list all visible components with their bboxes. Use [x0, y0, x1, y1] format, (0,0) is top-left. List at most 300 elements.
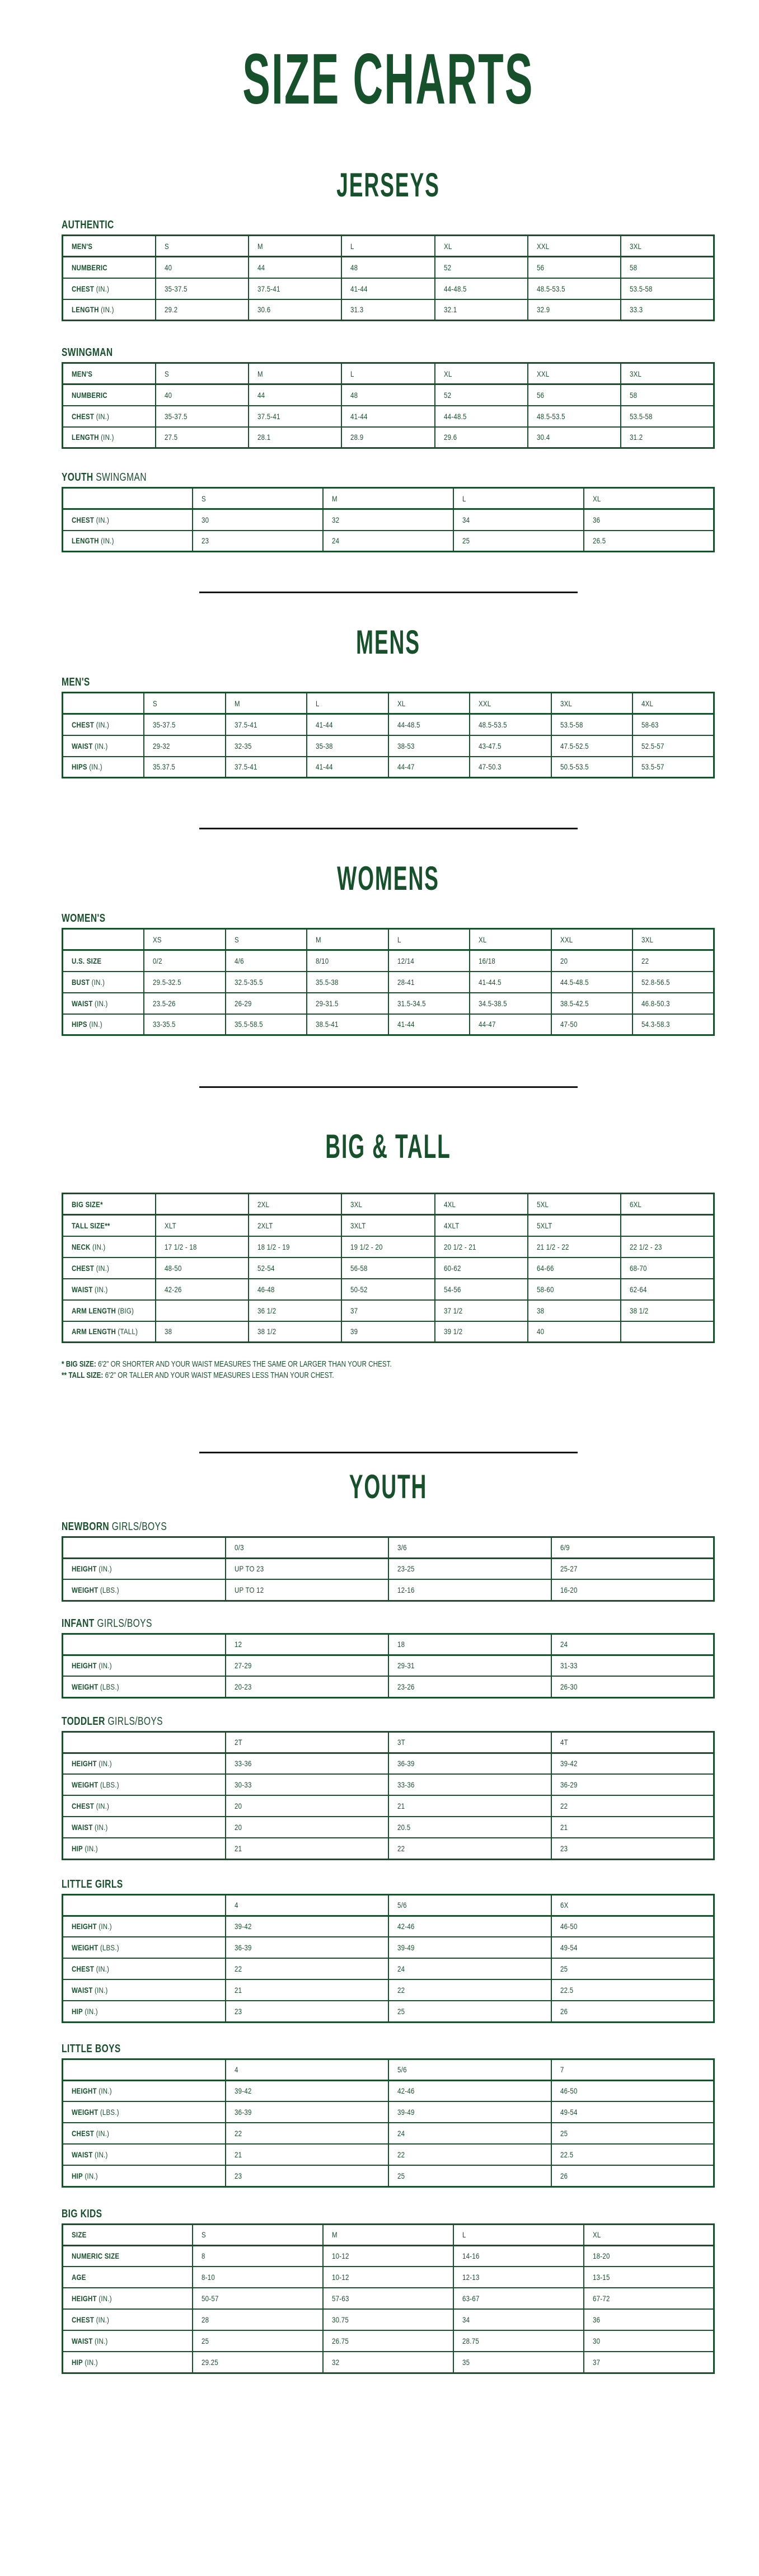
- value-cell: 42-46: [388, 1916, 551, 1937]
- table-label-rest: GIRLS/BOYS: [97, 1617, 152, 1630]
- table-label-bold: WOMEN'S: [62, 912, 106, 925]
- row-label-cell: WAIST (IN.): [63, 1817, 226, 1838]
- row-label-cell: CHEST (IN.): [63, 278, 156, 299]
- value-cell: 37.5-41: [249, 278, 341, 299]
- section-heading-womens: WOMENS: [337, 860, 439, 897]
- value-cell: L: [307, 693, 388, 714]
- mens-table-host: [62, 692, 715, 778]
- section-heading-big-and-tall: BIG & TALL: [325, 1128, 451, 1165]
- table-row: [63, 2165, 714, 2186]
- value-cell: 35-37.5: [144, 714, 226, 735]
- table-label-rest: SWINGMAN: [96, 471, 147, 484]
- value-cell: 40: [156, 384, 249, 406]
- value-cell: 25-27: [551, 1558, 714, 1579]
- value-cell: XL: [470, 929, 551, 950]
- value-cell: 26-30: [551, 1676, 714, 1697]
- value-cell: 22.5: [551, 2144, 714, 2165]
- mens-table: [62, 692, 715, 778]
- table-label-bold: YOUTH: [62, 471, 93, 484]
- value-cell: 22: [388, 1979, 551, 2001]
- value-cell: 24: [388, 1958, 551, 1979]
- section-mens: [62, 623, 715, 778]
- value-cell: 42-46: [388, 2080, 551, 2101]
- big-kids-table: [62, 2223, 715, 2374]
- row-label-cell: WAIST (IN.): [63, 735, 144, 757]
- value-cell: 32-35: [226, 735, 307, 757]
- value-cell: 48: [341, 384, 434, 406]
- value-cell: 39-42: [226, 2080, 388, 2101]
- value-cell: 20-23: [226, 1676, 388, 1697]
- value-cell: 0/2: [144, 950, 226, 972]
- value-cell: 35.5-58.5: [226, 1014, 307, 1035]
- value-cell: 39 1/2: [435, 1321, 528, 1343]
- value-cell: 58-63: [632, 714, 714, 735]
- value-cell: 39-42: [551, 1753, 714, 1774]
- value-cell: 8-10: [193, 2267, 323, 2288]
- little-girls-table-host: [62, 1894, 715, 2023]
- table-label-authentic: [62, 219, 715, 231]
- value-cell: 5/6: [388, 2059, 551, 2080]
- value-cell: [621, 1215, 714, 1236]
- value-cell: 5/6: [388, 1894, 551, 1916]
- table-row: [63, 2288, 714, 2309]
- value-cell: 31.3: [341, 299, 434, 321]
- value-cell: 34: [453, 509, 584, 531]
- table-row: [63, 757, 714, 778]
- value-cell: M: [323, 488, 453, 509]
- value-cell: 52.8-56.5: [632, 972, 714, 993]
- value-cell: L: [453, 488, 584, 509]
- value-cell: 44.5-48.5: [551, 972, 633, 993]
- table-row: [63, 1300, 714, 1321]
- table-label-bold: SWINGMAN: [62, 346, 113, 359]
- value-cell: 46-50: [551, 2080, 714, 2101]
- value-cell: 20 1/2 - 21: [435, 1236, 528, 1257]
- value-cell: XL: [388, 693, 470, 714]
- value-cell: 56: [528, 257, 621, 278]
- value-cell: 46.8-50.3: [632, 993, 714, 1014]
- value-cell: 47-50: [551, 1014, 633, 1035]
- value-cell: 40: [156, 257, 249, 278]
- value-cell: 35.5-38: [307, 972, 388, 993]
- value-cell: 29.25: [193, 2352, 323, 2373]
- value-cell: 44-47: [470, 1014, 551, 1035]
- value-cell: 21: [226, 1979, 388, 2001]
- value-cell: 52.5-57: [632, 735, 714, 757]
- infant-table-host: [62, 1633, 715, 1698]
- value-cell: 41-44: [307, 757, 388, 778]
- value-cell: 31-33: [551, 1655, 714, 1676]
- value-cell: 33-36: [226, 1753, 388, 1774]
- value-cell: 33-35.5: [144, 1014, 226, 1035]
- value-cell: 26-29: [226, 993, 307, 1014]
- table-label-infant: [62, 1617, 715, 1630]
- value-cell: XL: [435, 236, 528, 257]
- value-cell: 2XL: [249, 1194, 341, 1215]
- authentic-table: [62, 234, 715, 321]
- table-label-mens: [62, 676, 715, 688]
- row-label-cell: HEIGHT (IN.): [63, 2080, 226, 2101]
- table-row: [63, 950, 714, 972]
- table-row: [63, 2352, 714, 2373]
- value-cell: 62-64: [621, 1279, 714, 1300]
- value-cell: 22.5: [551, 1979, 714, 2001]
- value-cell: 21 1/2 - 22: [528, 1236, 621, 1257]
- section-divider: [199, 1086, 578, 1088]
- table-row: [63, 1537, 714, 1558]
- value-cell: 3XLT: [341, 1215, 434, 1236]
- value-cell: 54.3-58.3: [632, 1014, 714, 1035]
- section-big-and-tall: [62, 1130, 715, 1382]
- value-cell: 10-12: [323, 2267, 453, 2288]
- row-label-cell: CHEST (IN.): [63, 1795, 226, 1817]
- table-row: [63, 2224, 714, 2245]
- value-cell: 21: [388, 1795, 551, 1817]
- value-cell: 44-47: [388, 757, 470, 778]
- row-label-cell: WAIST (IN.): [63, 993, 144, 1014]
- row-label-cell: HEIGHT (IN.): [63, 1558, 226, 1579]
- value-cell: 32.1: [435, 299, 528, 321]
- row-label-cell: [63, 929, 144, 950]
- value-cell: 7: [551, 2059, 714, 2080]
- value-cell: 22: [226, 1958, 388, 1979]
- value-cell: S: [156, 363, 249, 384]
- value-cell: 16-20: [551, 1579, 714, 1601]
- value-cell: 25: [551, 1958, 714, 1979]
- womens-table-host: [62, 928, 715, 1036]
- section-womens: [62, 862, 715, 1036]
- value-cell: 53.5-58: [551, 714, 633, 735]
- value-cell: 4: [226, 2059, 388, 2080]
- table-row: [63, 1916, 714, 1937]
- table-row: [63, 1676, 714, 1697]
- row-label-cell: HIP (IN.): [63, 2165, 226, 2186]
- value-cell: 29.2: [156, 299, 249, 321]
- table-row: [63, 2330, 714, 2352]
- row-label-cell: NECK (IN.): [63, 1236, 156, 1257]
- value-cell: 3XL: [621, 236, 714, 257]
- value-cell: 30.6: [249, 299, 341, 321]
- value-cell: 63-67: [453, 2288, 584, 2309]
- value-cell: 52: [435, 384, 528, 406]
- value-cell: 58: [621, 257, 714, 278]
- value-cell: 3XL: [621, 363, 714, 384]
- value-cell: 29-32: [144, 735, 226, 757]
- value-cell: 39-49: [388, 2101, 551, 2123]
- table-row: [63, 2144, 714, 2165]
- row-label-cell: AGE: [63, 2267, 193, 2288]
- table-row: [63, 488, 714, 509]
- table-row: [63, 1894, 714, 1916]
- table-label-bold: INFANT: [62, 1617, 95, 1630]
- value-cell: 32: [323, 509, 453, 531]
- value-cell: 33.3: [621, 299, 714, 321]
- value-cell: 47-50.3: [470, 757, 551, 778]
- big-and-tall-table-host: [62, 1193, 715, 1343]
- row-label-cell: TALL SIZE**: [63, 1215, 156, 1236]
- value-cell: XL: [435, 363, 528, 384]
- value-cell: 43-47.5: [470, 735, 551, 757]
- value-cell: 8/10: [307, 950, 388, 972]
- section-youth: [62, 1467, 715, 2374]
- value-cell: 36-39: [388, 1753, 551, 1774]
- value-cell: 25: [193, 2330, 323, 2352]
- table-row: [63, 735, 714, 757]
- value-cell: 12/14: [388, 950, 470, 972]
- row-label-cell: HEIGHT (IN.): [63, 1916, 226, 1937]
- value-cell: 41-44.5: [470, 972, 551, 993]
- value-cell: 4XL: [632, 693, 714, 714]
- table-row: [63, 1215, 714, 1236]
- value-cell: 23: [551, 1838, 714, 1859]
- value-cell: 17 1/2 - 18: [156, 1236, 249, 1257]
- section-jerseys: [62, 168, 715, 552]
- value-cell: 0/3: [226, 1537, 388, 1558]
- row-label-cell: HIP (IN.): [63, 1838, 226, 1859]
- value-cell: 35.37.5: [144, 757, 226, 778]
- value-cell: 48.5-53.5: [528, 406, 621, 427]
- table-label-bold: BIG KIDS: [62, 2207, 102, 2220]
- table-row: [63, 427, 714, 448]
- value-cell: 44: [249, 384, 341, 406]
- section-divider: [199, 592, 578, 593]
- value-cell: 52-54: [249, 1257, 341, 1279]
- value-cell: 4XL: [435, 1194, 528, 1215]
- table-label-rest: GIRLS/BOYS: [111, 1520, 167, 1533]
- value-cell: 41-44: [388, 1014, 470, 1035]
- big-tall-footnotes: [62, 1359, 715, 1382]
- value-cell: [156, 1300, 249, 1321]
- table-row: [63, 2123, 714, 2144]
- value-cell: XXL: [528, 363, 621, 384]
- table-row: [63, 714, 714, 735]
- value-cell: 2XLT: [249, 1215, 341, 1236]
- table-label-little-girls: [62, 1878, 715, 1890]
- table-row: [63, 406, 714, 427]
- value-cell: 18: [388, 1634, 551, 1655]
- table-row: [63, 1014, 714, 1035]
- table-row: [63, 1795, 714, 1817]
- table-row: [63, 1655, 714, 1676]
- value-cell: 30.75: [323, 2309, 453, 2330]
- row-label-cell: CHEST (IN.): [63, 1958, 226, 1979]
- table-row: [63, 509, 714, 531]
- value-cell: S: [193, 488, 323, 509]
- value-cell: 23: [226, 2165, 388, 2186]
- value-cell: 46-50: [551, 1916, 714, 1937]
- value-cell: 37: [584, 2352, 714, 2373]
- row-label-cell: CHEST (IN.): [63, 509, 193, 531]
- value-cell: 28.9: [341, 427, 434, 448]
- footnote-label: ** TALL SIZE:: [62, 1371, 104, 1381]
- value-cell: 41-44: [341, 406, 434, 427]
- row-label-cell: WAIST (IN.): [63, 1979, 226, 2001]
- footnote-text: 6'2" OR SHORTER AND YOUR WAIST MEASURES THE SAME OR LARGER THAN YOUR CHEST.: [98, 1359, 392, 1369]
- value-cell: 47.5-52.5: [551, 735, 633, 757]
- row-label-cell: WEIGHT (LBS.): [63, 1937, 226, 1958]
- value-cell: L: [341, 363, 434, 384]
- value-cell: 14-16: [453, 2245, 584, 2267]
- table-row: [63, 1732, 714, 1753]
- value-cell: M: [226, 693, 307, 714]
- section-divider: [199, 1452, 578, 1453]
- value-cell: 36 1/2: [249, 1300, 341, 1321]
- big-kids-table-host: [62, 2223, 715, 2374]
- row-label-cell: ARM LENGTH (TALL): [63, 1321, 156, 1343]
- value-cell: L: [341, 236, 434, 257]
- row-label-cell: ARM LENGTH (BIG): [63, 1300, 156, 1321]
- value-cell: 37: [341, 1300, 434, 1321]
- table-row: [63, 384, 714, 406]
- value-cell: 10-12: [323, 2245, 453, 2267]
- value-cell: 12-13: [453, 2267, 584, 2288]
- value-cell: 30-33: [226, 1774, 388, 1795]
- row-label-cell: LENGTH (IN.): [63, 299, 156, 321]
- row-label-cell: BIG SIZE*: [63, 1194, 156, 1215]
- value-cell: 50-52: [341, 1279, 434, 1300]
- value-cell: 29-31.5: [307, 993, 388, 1014]
- value-cell: XXL: [528, 236, 621, 257]
- table-label-bold: AUTHENTIC: [62, 219, 114, 231]
- value-cell: L: [453, 2224, 584, 2245]
- row-label-cell: BUST (IN.): [63, 972, 144, 993]
- value-cell: M: [249, 236, 341, 257]
- value-cell: 44: [249, 257, 341, 278]
- value-cell: 18-20: [584, 2245, 714, 2267]
- table-row: [63, 2080, 714, 2101]
- section-heading-youth: YOUTH: [349, 1467, 428, 1505]
- value-cell: 36-39: [226, 1937, 388, 1958]
- value-cell: 68-70: [621, 1257, 714, 1279]
- table-row: [63, 1979, 714, 2001]
- table-label-bold: TODDLER: [62, 1715, 105, 1728]
- value-cell: [156, 1194, 249, 1215]
- row-label-cell: HIPS (IN.): [63, 1014, 144, 1035]
- value-cell: 27.5: [156, 427, 249, 448]
- footnote-big-size: [62, 1359, 715, 1370]
- value-cell: M: [323, 2224, 453, 2245]
- value-cell: 25: [388, 2001, 551, 2022]
- value-cell: XL: [584, 2224, 714, 2245]
- row-label-cell: [63, 1537, 226, 1558]
- row-label-cell: HIP (IN.): [63, 2352, 193, 2373]
- value-cell: 48-50: [156, 1257, 249, 1279]
- row-label-cell: [63, 1894, 226, 1916]
- value-cell: 35-37.5: [156, 406, 249, 427]
- table-row: [63, 2245, 714, 2267]
- footnote-tall-size: [62, 1370, 715, 1381]
- value-cell: 56: [528, 384, 621, 406]
- value-cell: 24: [551, 1634, 714, 1655]
- value-cell: 53.5-58: [621, 278, 714, 299]
- value-cell: 32.9: [528, 299, 621, 321]
- row-label-cell: [63, 1732, 226, 1753]
- table-row: [63, 1194, 714, 1215]
- table-row: [63, 972, 714, 993]
- value-cell: 35-37.5: [156, 278, 249, 299]
- value-cell: 3XL: [632, 929, 714, 950]
- footnote-text: 6'2" OR TALLER AND YOUR WAIST MEASURES LESS THAN YOUR CHEST.: [105, 1371, 334, 1381]
- value-cell: 46-48: [249, 1279, 341, 1300]
- value-cell: 50-57: [193, 2288, 323, 2309]
- value-cell: 38-53: [388, 735, 470, 757]
- value-cell: XS: [144, 929, 226, 950]
- value-cell: 20: [551, 950, 633, 972]
- table-row: [63, 1257, 714, 1279]
- value-cell: M: [307, 929, 388, 950]
- value-cell: 37.5-41: [226, 714, 307, 735]
- value-cell: 29-31: [388, 1655, 551, 1676]
- little-boys-table: [62, 2058, 715, 2188]
- value-cell: 20: [226, 1817, 388, 1838]
- value-cell: 4: [226, 1894, 388, 1916]
- value-cell: 38: [156, 1321, 249, 1343]
- table-label-rest: GIRLS/BOYS: [107, 1715, 163, 1728]
- table-row: [63, 1958, 714, 1979]
- value-cell: 28-41: [388, 972, 470, 993]
- value-cell: 54-56: [435, 1279, 528, 1300]
- value-cell: 25: [388, 2165, 551, 2186]
- value-cell: 20.5: [388, 1817, 551, 1838]
- table-row: [63, 363, 714, 384]
- table-label-little-boys: [62, 2043, 715, 2055]
- value-cell: 36-39: [226, 2101, 388, 2123]
- value-cell: 18 1/2 - 19: [249, 1236, 341, 1257]
- row-label-cell: NUMBERIC: [63, 384, 156, 406]
- table-row: [63, 993, 714, 1014]
- table-label-toddler: [62, 1715, 715, 1728]
- value-cell: 3/6: [388, 1537, 551, 1558]
- value-cell: 37.5-41: [226, 757, 307, 778]
- table-row: [63, 929, 714, 950]
- value-cell: M: [249, 363, 341, 384]
- value-cell: 67-72: [584, 2288, 714, 2309]
- row-label-cell: SIZE: [63, 2224, 193, 2245]
- value-cell: 28.75: [453, 2330, 584, 2352]
- row-label-cell: [63, 1634, 226, 1655]
- value-cell: 22: [226, 2123, 388, 2144]
- value-cell: 12: [226, 1634, 388, 1655]
- value-cell: 20: [226, 1795, 388, 1817]
- row-label-cell: WAIST (IN.): [63, 2330, 193, 2352]
- table-row: [63, 257, 714, 278]
- value-cell: 34.5-38.5: [470, 993, 551, 1014]
- row-label-cell: WEIGHT (LBS.): [63, 1579, 226, 1601]
- value-cell: 19 1/2 - 20: [341, 1236, 434, 1257]
- value-cell: UP TO 23: [226, 1558, 388, 1579]
- table-row: [63, 1774, 714, 1795]
- row-label-cell: NUMBERIC: [63, 257, 156, 278]
- value-cell: 40: [528, 1321, 621, 1343]
- row-label-cell: CHEST (IN.): [63, 714, 144, 735]
- value-cell: 57-63: [323, 2288, 453, 2309]
- table-row: [63, 1279, 714, 1300]
- table-row: [63, 2001, 714, 2022]
- value-cell: 23-26: [388, 1676, 551, 1697]
- value-cell: 48: [341, 257, 434, 278]
- value-cell: 31.2: [621, 427, 714, 448]
- value-cell: 6/9: [551, 1537, 714, 1558]
- value-cell: 39: [341, 1321, 434, 1343]
- value-cell: 58: [621, 384, 714, 406]
- value-cell: 29.5-32.5: [144, 972, 226, 993]
- value-cell: 39-49: [388, 1937, 551, 1958]
- value-cell: 58-60: [528, 1279, 621, 1300]
- value-cell: 60-62: [435, 1257, 528, 1279]
- row-label-cell: [63, 693, 144, 714]
- value-cell: 31.5-34.5: [388, 993, 470, 1014]
- value-cell: 27-29: [226, 1655, 388, 1676]
